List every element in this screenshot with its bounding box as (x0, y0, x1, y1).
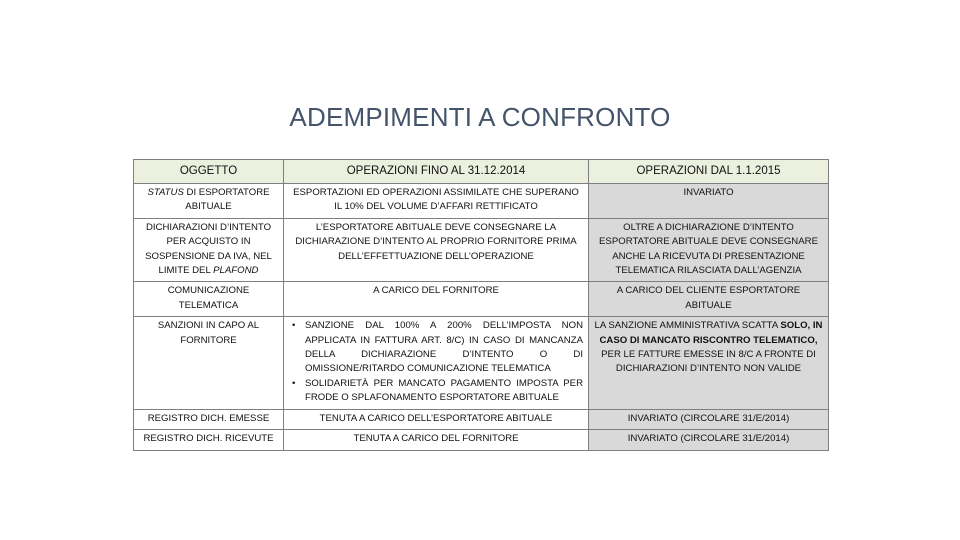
header-fino: OPERAZIONI FINO AL 31.12.2014 (284, 160, 589, 184)
cell-dal: INVARIATO (589, 184, 829, 219)
cell-fino: A CARICO DEL FORNITORE (284, 282, 589, 317)
table-row (134, 317, 829, 409)
cell-fino: ESPORTAZIONI ED OPERAZIONI ASSIMILATE CHE SUPERANO IL 10% DEL VOLUME D’AFFARI RETTIFICATO (284, 184, 589, 219)
table-row (134, 409, 829, 429)
table-row (134, 282, 829, 317)
cell-dal: INVARIATO (CIRCOLARE 31/E/2014) (589, 409, 829, 429)
cell-oggetto: REGISTRO DICH. EMESSE (134, 409, 284, 429)
cell-oggetto-italic: PLAFOND (213, 265, 259, 277)
bullet-item: • SOLIDARIETÀ PER MANCATO PAGAMENTO IMPOSTA PER FRODE O SPLAFONAMENTO ESPORTATORE ABITUALE (289, 377, 583, 406)
cell-oggetto-text: DI ESPORTATORE ABITUALE (183, 187, 270, 213)
cell-oggetto: REGISTRO DICH. RICEVUTE (134, 430, 284, 450)
table-row (134, 184, 829, 219)
cell-oggetto: SANZIONI IN CAPO AL FORNITORE (134, 317, 284, 409)
cell-dal (589, 317, 829, 409)
header-oggetto: OGGETTO (134, 160, 284, 184)
cell-dal-text: LA SANZIONE AMMINISTRATIVA SCATTA (594, 320, 781, 332)
cell-oggetto (134, 218, 284, 282)
page-title: ADEMPIMENTI A CONFRONTO (289, 102, 671, 132)
cell-oggetto-italic: STATUS (147, 187, 184, 198)
bullet-item: • SANZIONE DAL 100% A 200% DELL’IMPOSTA NON APPLICATA IN FATTURA ART. 8/C) IN CASO DI MANCANZA DELLA DICHIARAZIONE D’INTENTO O DI OMISSIONE/RITARDO COMUNICAZIONE TELEMATICA (289, 319, 583, 377)
table-header-row (134, 160, 829, 184)
sanction-bullet-list (289, 319, 583, 405)
cell-oggetto-text: DICHIARAZIONI D’INTENTO PER ACQUISTO IN SOSPENSIONE DA IVA, NEL LIMITE DEL (145, 221, 272, 277)
cell-dal-text: PER LE FATTURE EMESSE IN 8/C A FRONTE DI DICHIARAZIONI D’INTENTO NON VALIDE (601, 349, 816, 375)
cell-fino: TENUTA A CARICO DELL’ESPORTATORE ABITUALE (284, 409, 589, 429)
comparison-table (133, 159, 829, 451)
cell-dal: A CARICO DEL CLIENTE ESPORTATORE ABITUALE (589, 282, 829, 317)
table-row (134, 430, 829, 450)
cell-dal: OLTRE A DICHIARAZIONE D’INTENTO ESPORTATORE ABITUALE DEVE CONSEGNARE ANCHE LA RICEVUTA DI PRESENTAZIONE TELEMATICA RILASCIATA DALL’AGENZIA (589, 218, 829, 282)
cell-fino: TENUTA A CARICO DEL FORNITORE (284, 430, 589, 450)
cell-fino: L’ESPORTATORE ABITUALE DEVE CONSEGNARE LA DICHIARAZIONE D’INTENTO AL PROPRIO FORNITORE PRIMA DELL’EFFETTUAZIONE DELL’OPERAZIONE (284, 218, 589, 282)
cell-dal-bold: SOLO, IN CASO DI MANCATO RISCONTRO TELEMATICO, (599, 320, 823, 346)
cell-fino (284, 317, 589, 409)
cell-dal: INVARIATO (CIRCOLARE 31/E/2014) (589, 430, 829, 450)
table-row (134, 218, 829, 282)
cell-oggetto: COMUNICAZIONE TELEMATICA (134, 282, 284, 317)
header-dal: OPERAZIONI DAL 1.1.2015 (589, 160, 829, 184)
cell-oggetto (134, 184, 284, 219)
